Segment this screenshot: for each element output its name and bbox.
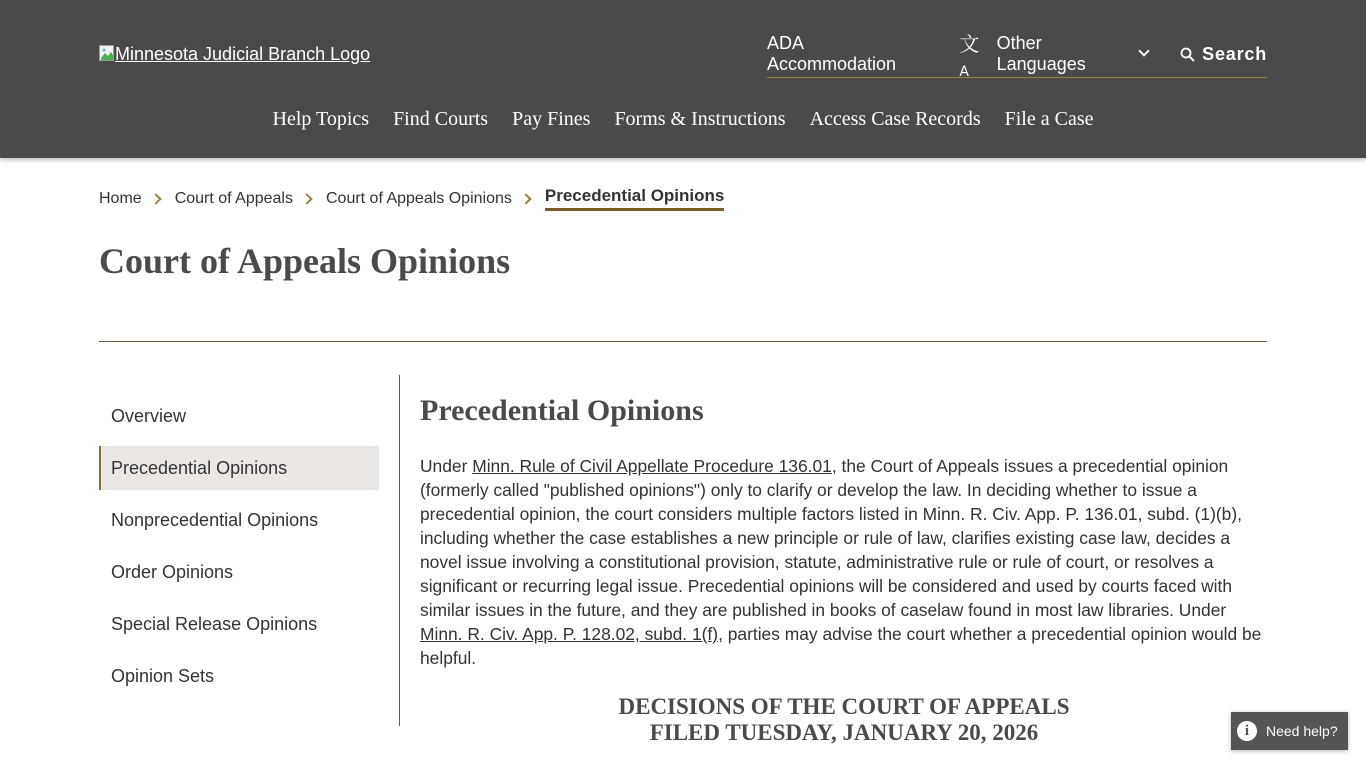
chevron-right-icon (301, 193, 312, 204)
search-icon (1180, 47, 1195, 62)
nav-help-topics[interactable]: Help Topics (272, 108, 370, 130)
page-title: Court of Appeals Opinions (99, 241, 511, 281)
site-header (0, 0, 1366, 158)
search-label: Search (1202, 43, 1267, 64)
translate-icon: 文A (959, 31, 980, 80)
need-help-label: Need help? (1266, 723, 1338, 739)
nav-access-case-records[interactable]: Access Case Records (809, 108, 981, 130)
intro-paragraph (420, 454, 1270, 670)
text-run: , the Court of Appeals issues a precedential opinion (formerly called "published opinions") only to clarify or develop the law. In deciding whether to issue a precedential opinion, the court considers multiple factors listed in Minn. R. Civ. App. P. 136.01, subd. (1)(b), including whether the case establishes a new principle or rule of law, clarifies existing case law, decides a novel issue involving a constitutional provision, statute, administrative rule or rule of court, or resolves a significant or recurring legal issue. Precedential opinions will be considered and used by courts faced with similar issues in the future, and they are published in books of caselaw found in most law libraries. Under (420, 456, 1242, 620)
nav-find-courts[interactable]: Find Courts (393, 108, 489, 130)
chevron-right-icon (520, 193, 531, 204)
sidenav-overview[interactable]: Overview (111, 406, 187, 426)
sidenav-precedential-opinions[interactable]: Precedential Opinions (99, 446, 379, 490)
search-button[interactable] (1180, 40, 1267, 68)
decisions-date: FILED TUESDAY, JANUARY 20, 2026 (649, 720, 1039, 745)
text-run: , parties may advise the court whether a precedential opinion would be helpful. (420, 624, 1262, 668)
ada-accommodation-link[interactable]: ADA Accommodation (767, 33, 897, 74)
section-heading: Precedential Opinions (420, 394, 704, 427)
nav-forms-instructions[interactable]: Forms & Instructions (614, 108, 786, 130)
other-languages-dropdown[interactable] (959, 31, 1148, 80)
sidebar-divider (399, 375, 400, 726)
info-icon: i (1237, 721, 1257, 741)
decisions-heading (420, 694, 1268, 746)
sidenav-special-release-opinions[interactable]: Special Release Opinions (111, 614, 318, 634)
logo-alt-text: Minnesota Judicial Branch Logo (115, 44, 371, 64)
main-nav (0, 108, 1366, 131)
sidenav-opinion-sets[interactable]: Opinion Sets (111, 666, 215, 686)
rule-128-02-link[interactable]: Minn. R. Civ. App. P. 128.02, subd. 1(f) (420, 624, 719, 644)
need-help-button[interactable] (1231, 712, 1348, 750)
side-nav (99, 394, 379, 706)
rule-136-01-link[interactable]: Minn. Rule of Civil Appellate Procedure 136.01 (472, 456, 832, 476)
broken-image-icon (99, 45, 115, 61)
text-run: Under (420, 456, 473, 476)
breadcrumb (99, 186, 724, 211)
decisions-title: DECISIONS OF THE COURT OF APPEALS (618, 694, 1070, 719)
languages-label: Other Languages (996, 33, 1086, 74)
chevron-down-icon (1139, 45, 1150, 56)
breadcrumb-court-of-appeals-opinions[interactable]: Court of Appeals Opinions (325, 189, 512, 207)
nav-file-a-case[interactable]: File a Case (1004, 108, 1094, 130)
utility-nav (767, 31, 1267, 80)
logo-link[interactable] (99, 44, 370, 65)
main-content (420, 394, 1270, 746)
title-divider (99, 341, 1267, 342)
sidenav-order-opinions[interactable]: Order Opinions (111, 562, 234, 582)
chevron-right-icon (150, 193, 161, 204)
sidenav-nonprecedential-opinions[interactable]: Nonprecedential Opinions (111, 510, 319, 530)
breadcrumb-court-of-appeals[interactable]: Court of Appeals (174, 189, 293, 207)
breadcrumb-home[interactable]: Home (99, 189, 142, 207)
nav-pay-fines[interactable]: Pay Fines (512, 108, 591, 130)
breadcrumb-current: Precedential Opinions (545, 186, 725, 211)
